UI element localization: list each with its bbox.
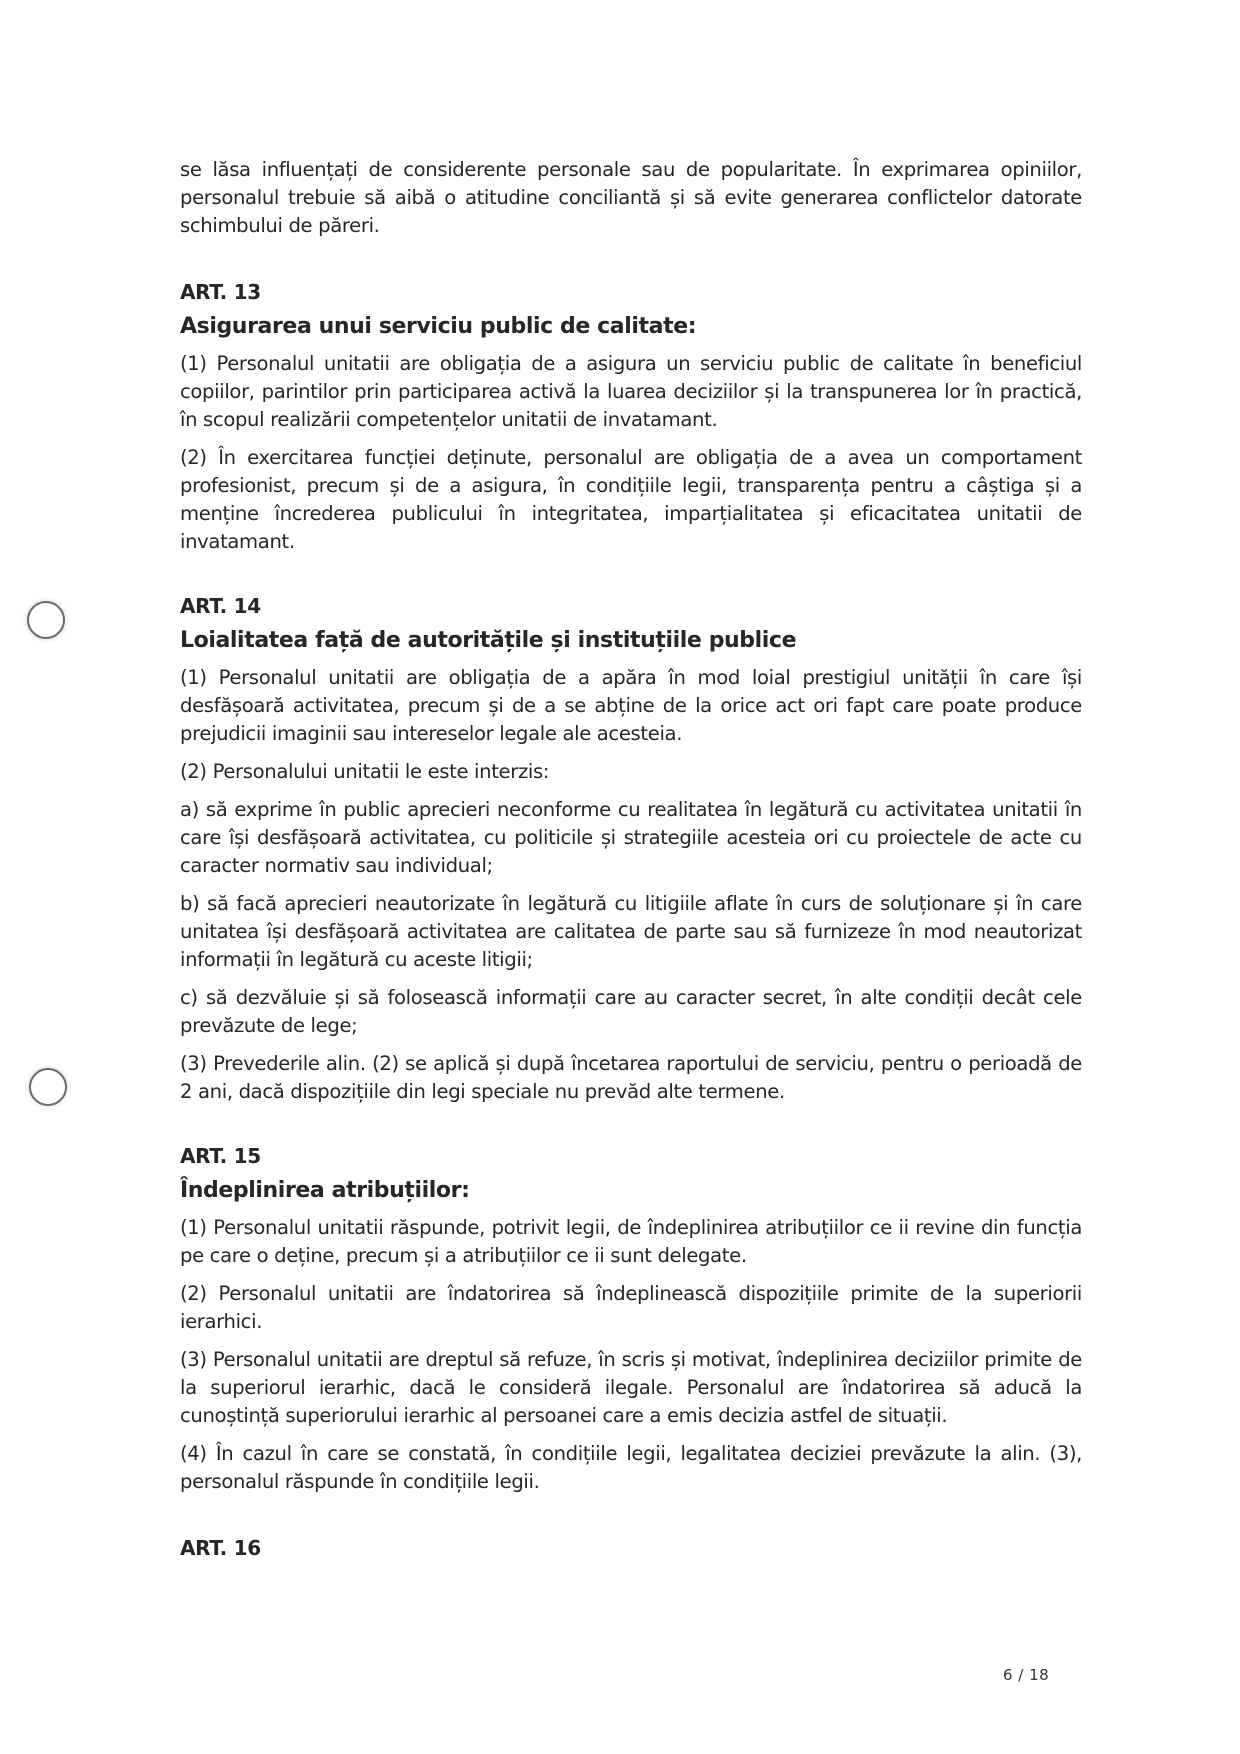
paragraph: (3) Personalul unitatii are dreptul să refuze, în scris și motivat, îndeplinirea deciziilor primite de la superiorul ierarhic, dacă le consideră ilegale. Personalul are îndatorirea să aducă la cunoștință superiorului ierarhic al persoanei care a emis decizia astfel de situații.: [180, 1348, 1082, 1427]
article-number: ART. 15: [180, 1144, 261, 1168]
paragraph: (1) Personalul unitatii are obligația de a apăra în mod loial prestigiul unității în care își desfășoară activitatea, precum și de a se abține de la orice act ori fapt care poate produce prejudicii imaginii sau intereselor legale ale acesteia.: [180, 666, 1082, 745]
page-number: 6 / 18: [1003, 1666, 1050, 1684]
paragraph: (1) Personalul unitatii răspunde, potrivit legii, de îndeplinirea atribuțiilor ce ii revine din funcția pe care o deține, precum și a atribuțiilor ce ii sunt delegate.: [180, 1216, 1082, 1267]
paragraph: (2) Personalului unitatii le este interzis:: [180, 760, 550, 783]
list-item: c) să dezvăluie și să folosească informații care au caracter secret, în alte condiții decât cele prevăzute de lege;: [180, 986, 1082, 1037]
paragraph: (1) Personalul unitatii are obligația de a asigura un serviciu public de calitate în beneficiul copiilor, parintilor prin participarea activă la luarea deciziilor și la transpunerea lor în practică, în scopul realizării competențelor unitatii de invatamant.: [180, 352, 1082, 431]
article-15: [180, 1142, 1082, 1496]
list-item: b) să facă aprecieri neautorizate în legătură cu litigiile aflate în curs de soluționare și în care unitatea își desfășoară activitatea are calitatea de parte sau să furnizeze în mod neautorizat informații în legătură cu aceste litigii;: [180, 892, 1082, 971]
article-number: ART. 14: [180, 594, 261, 618]
paragraph: (2) În exercitarea funcției deținute, personalul are obligația de a avea un comportament profesionist, precum și de a asigura, în condițiile legii, transparența pentru a câștiga și a menține încrederea publicului în integritatea, imparțialitatea și eficacitatea unitatii de invatamant.: [180, 446, 1082, 553]
article-title: Loialitatea față de autoritățile și instituțiile publice: [180, 628, 797, 653]
paragraph: (3) Prevederile alin. (2) se aplică și după încetarea raportului de serviciu, pentru o perioadă de 2 ani, dacă dispozițiile din legi speciale nu prevăd alte termene.: [180, 1052, 1082, 1103]
binder-hole-bottom: [29, 1068, 67, 1106]
article-16: [180, 1534, 1082, 1562]
article-title: Îndeplinirea atribuțiilor:: [180, 1178, 470, 1203]
document-page: [180, 156, 1082, 1562]
paragraph: (4) În cazul în care se constată, în condițiile legii, legalitatea deciziei prevăzute la alin. (3), personalul răspunde în condițiile legii.: [180, 1442, 1082, 1493]
article-13: [180, 278, 1082, 556]
article-number: ART. 16: [180, 1536, 261, 1560]
intro-paragraph: se lăsa influențați de considerente personale sau de popularitate. În exprimarea opiniilor, personalul trebuie să aibă o atitudine conciliantă și să evite generarea conflictelor datorate schimbului de păreri.: [180, 158, 1082, 237]
paragraph: (2) Personalul unitatii are îndatorirea să îndeplinească dispozițiile primite de la superiorii ierarhici.: [180, 1282, 1082, 1333]
article-14: [180, 592, 1082, 1106]
article-number: ART. 13: [180, 280, 261, 304]
article-title: Asigurarea unui serviciu public de calitate:: [180, 314, 697, 339]
binder-hole-top: [27, 601, 65, 639]
list-item: a) să exprime în public aprecieri neconforme cu realitatea în legătură cu activitatea unitatii în care își desfășoară activitatea, cu politicile și strategiile acesteia ori cu proiectele de acte cu caracter normativ sau individual;: [180, 798, 1082, 877]
